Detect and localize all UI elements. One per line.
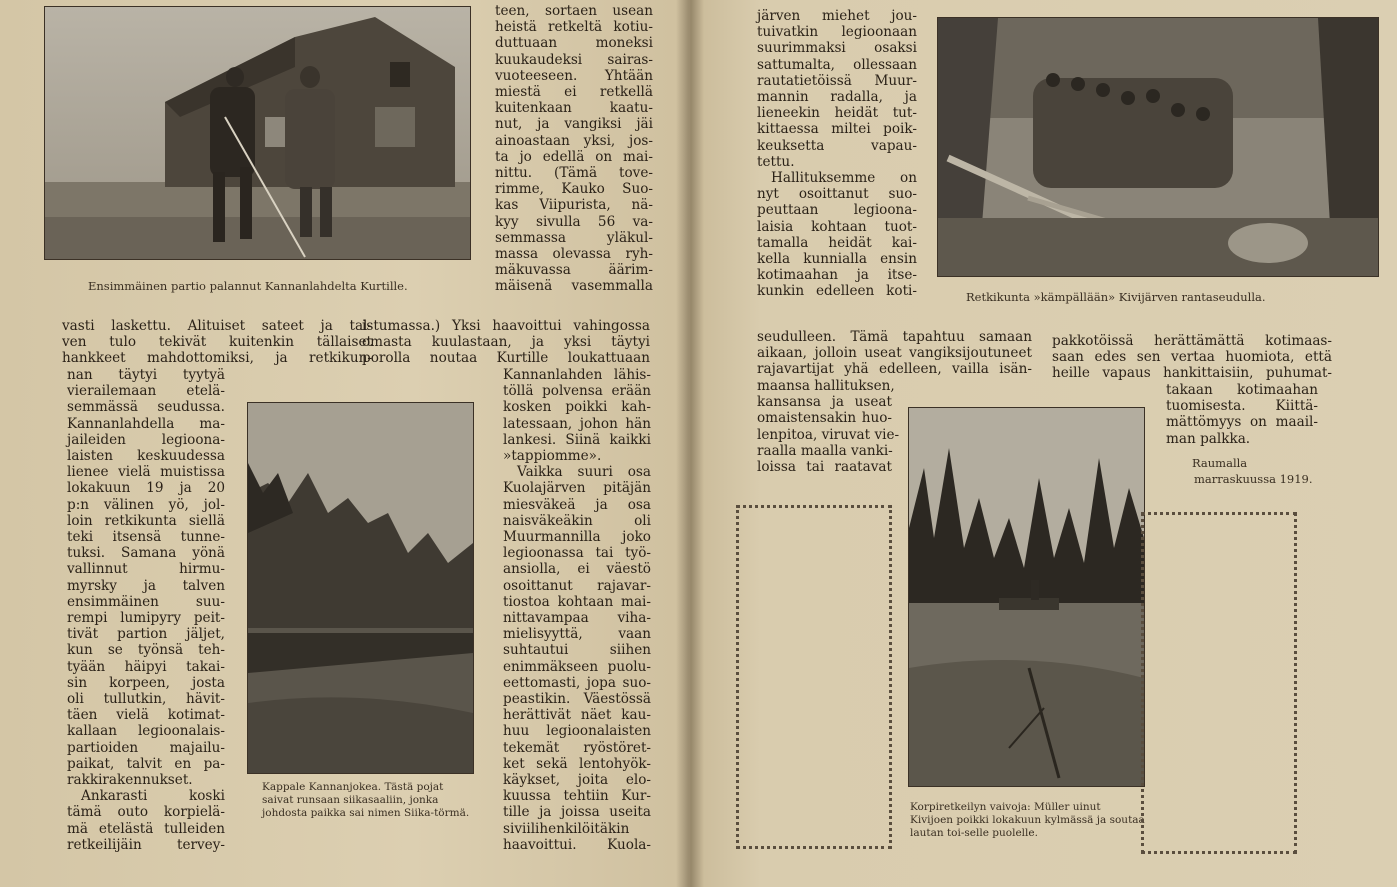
text-line: tuivatkin legioonaan <box>757 24 917 41</box>
text-line: tettu. <box>757 153 795 170</box>
text-line: peastikin. Väestössä <box>503 691 651 708</box>
text-line: teki itsensä tunne- <box>67 529 225 546</box>
text-line: järven miehet jou- <box>757 8 917 24</box>
text-line: laisten keskuudessa <box>67 448 225 465</box>
empty-photo-frame-left <box>736 505 892 849</box>
text-line: ket sekä lentohyök- <box>503 755 651 772</box>
text-line: vasti laskettu. Alituiset sateet ja tal- <box>62 318 372 334</box>
text-line: mä etelästä tulleiden <box>67 820 225 837</box>
text-line: kuitenkaan kaatu- <box>495 100 653 117</box>
text-line: hankkeet mahdottomiksi, ja retkikun- <box>62 350 372 367</box>
text-line: Ankarasti koski <box>81 788 225 805</box>
text-line: takaan kotimaahan <box>1166 382 1318 398</box>
text-line: vuoteeseen. Yhtään <box>495 67 653 84</box>
photo-patrol-returned <box>44 6 471 260</box>
text-line: nittavampaa viha- <box>503 610 651 627</box>
text-line: kun se työnsä teh- <box>67 642 225 659</box>
text-line: saan edes sen vertaa huomiota, että <box>1052 349 1332 366</box>
text-line: keuksetta vapau- <box>757 137 917 154</box>
text-line: heistä retkeltä kotiu- <box>495 19 653 36</box>
text-line: vallinnut hirmu- <box>67 561 225 578</box>
text-line: omaistensakin huo- <box>757 410 892 427</box>
text-line: tiostoa kohtaan mai- <box>503 593 651 610</box>
text-line: mäisenä vasemmalla <box>495 278 653 295</box>
text-line: vierailemaan etelä- <box>67 383 225 400</box>
book-gutter <box>676 0 704 887</box>
signature-date: marraskuussa 1919. <box>1194 472 1313 486</box>
photo-expedition-group <box>937 17 1379 277</box>
text-line: Kuolajärven pitäjän <box>503 480 651 497</box>
text-wide-lines-left <box>62 318 372 367</box>
text-line: retkeilijäin tervey- <box>67 836 225 853</box>
text-line: p:n välinen yö, jol- <box>67 496 225 513</box>
text-line: massa olevassa ryh- <box>495 246 653 263</box>
text-line: tämä outo korpielä- <box>67 804 225 821</box>
text-line: rempi lumipyry peit- <box>67 610 225 627</box>
text-line: rajavartijat yhä edelleen, vailla isän- <box>757 361 1032 378</box>
text-line: Hallituksemme on <box>771 170 917 187</box>
photo-caption: Ensimmäinen partio palannut Kannanlahdelta Kurtille. <box>88 279 408 293</box>
text-line: semmassa yläkul- <box>495 229 653 246</box>
photo-kivijoki-lake <box>908 407 1145 787</box>
text-column-top-right <box>495 3 653 295</box>
text-line: tuksi. Samana yönä <box>67 545 225 562</box>
text-line: miestä ei retkellä <box>495 84 653 101</box>
text-line: ta jo edellä on mai- <box>495 148 653 165</box>
text-line: sattumalta, ollessaan <box>757 56 917 73</box>
text-line: Vaikka suuri osa <box>517 464 651 481</box>
text-line: loissa tai raatavat <box>757 459 892 476</box>
text-line: nut, ja vangiksi jäi <box>495 116 653 133</box>
text-line: mannin radalla, ja <box>757 89 917 106</box>
text-line: täen vielä kotimat- <box>67 707 225 724</box>
text-line: suhtautui siihen <box>503 642 651 659</box>
text-line: rakkirakennukset. <box>67 772 193 789</box>
text-column-middle <box>503 367 651 853</box>
photo-caption: Retkikunta »kämpällään» Kivijärven rantaseudulla. <box>966 290 1266 304</box>
text-line: lieneekin heidät tut- <box>757 105 917 122</box>
right-page <box>690 0 1397 887</box>
text-line: suurimmaksi osaksi <box>757 40 917 57</box>
text-column-left <box>67 367 225 853</box>
text-line: enimmäkseen puolu- <box>503 658 651 675</box>
text-line: kansansa ja useat <box>757 394 892 411</box>
empty-photo-frame-right <box>1141 512 1297 854</box>
text-line: heille vapaus hankittaisiin, puhumat- <box>1052 365 1332 382</box>
text-line: Muurmannilla joko <box>503 529 651 546</box>
text-line: ainoastaan yksi, jos- <box>495 132 653 149</box>
text-line: Kannanlahden lähis- <box>503 367 651 383</box>
text-line: rautatietöissä Muur- <box>757 72 917 89</box>
text-line: tamalla heidät kai- <box>757 234 917 251</box>
text-line: teen, sortaen usean <box>495 3 653 19</box>
text-line: latessaan, johon hän <box>503 415 651 432</box>
text-column-right-narrow <box>1166 382 1318 447</box>
text-line: semmässä seudussa. <box>67 399 225 416</box>
text-line: siviilihenkilöitäkin <box>503 820 630 837</box>
text-line: ansiolla, ei väestö <box>503 561 651 578</box>
text-line: lokakuun 19 ja 20 <box>67 480 225 497</box>
text-column-mid-left <box>757 378 900 476</box>
text-line: sin korpeen, josta <box>67 674 225 691</box>
text-line: töllä polvensa erään <box>503 383 651 400</box>
text-line: »tappiomme». <box>503 448 602 465</box>
text-line: porolla noutaa Kurtille loukattuaan <box>362 350 650 367</box>
text-wide-lines-middle <box>362 318 650 367</box>
photo-caption: Korpiretkeilyn vaivoja: Müller uinut Kivijoen poikki lokakuun kylmässä ja soutaa lautan toi-selle puolelle. <box>910 801 1145 839</box>
text-line: käykset, joita elo- <box>503 772 651 789</box>
text-line: aikaan, jolloin useat vangiksijoutuneet <box>757 345 1032 362</box>
text-line: ensimmäinen suu- <box>67 593 225 610</box>
text-line: seudulleen. Tämä tapahtuu samaan <box>757 329 1032 345</box>
text-line: tille ja joissa useita <box>503 804 651 821</box>
text-line: Kannanlahdella ma- <box>67 415 225 432</box>
photo-kannanjoki-river <box>247 402 474 774</box>
photo-caption: Kappale Kannanjokea. Tästä pojat saivat runsaan siikasaaliin, jonka johdosta paikka sai nimen Siika-törmä. <box>262 781 470 819</box>
text-line: kas Viipurista, nä- <box>495 197 653 214</box>
text-line: naisväkeäkin oli <box>503 512 651 529</box>
text-line: istumassa.) Yksi haavoittui vahingossa <box>362 318 650 334</box>
text-wide-lines-right <box>757 329 1032 378</box>
text-line: peuttaan legioona- <box>757 202 917 219</box>
text-line: nan täytyi tyytyä <box>67 367 225 383</box>
text-line: eettomasti, jopa suo- <box>503 674 651 691</box>
text-line: omasta kuulastaan, ja yksi täytyi <box>362 334 650 351</box>
text-line: lienee vielä muistissa <box>67 464 225 481</box>
text-line: man palkka. <box>1166 430 1251 447</box>
text-line: kyy sivulla 56 va- <box>495 213 653 230</box>
text-line: raalla maalla vanki- <box>757 442 893 459</box>
text-line: herättivät näet kau- <box>503 707 651 724</box>
text-line: jaileiden legioona- <box>67 431 225 448</box>
text-line: nittu. (Tämä tove- <box>495 165 653 182</box>
text-line: kella kunnialla ensin <box>757 251 917 268</box>
text-line: myrsky ja talven <box>67 577 225 594</box>
text-column-right <box>1052 333 1332 382</box>
text-line: tivät partion jäljet, <box>67 626 225 643</box>
text-line: huu legioonalaisten <box>503 723 651 740</box>
text-line: pakkotöissä herättämättä kotimaas- <box>1052 333 1332 349</box>
text-line: kosken poikki kah- <box>503 399 651 416</box>
text-line: lenpitoa, viruvat vie- <box>757 426 900 443</box>
text-line: tyään häipyi takai- <box>67 658 225 675</box>
text-line: haavoittui. Kuola- <box>503 836 651 853</box>
text-line: ven tulo tekivät kuitenkin tällaiset <box>62 334 372 351</box>
text-line: tuomisesta. Kiittä- <box>1166 398 1318 415</box>
text-line: kallaan legioonalais- <box>67 723 225 740</box>
text-line: laisia kohtaan tuot- <box>757 218 917 235</box>
text-line: kuussa tehtiin Kur- <box>503 788 651 805</box>
text-line: duttuaan moneksi <box>495 35 653 52</box>
text-line: partioiden majailu- <box>67 739 225 756</box>
text-line: paikat, talvit en pa- <box>67 755 225 772</box>
text-line: rimme, Kauko Suo- <box>495 181 653 198</box>
text-column-top-left <box>757 8 917 300</box>
text-line: loin retkikunta siellä <box>67 512 225 529</box>
text-line: mielisyyttä, vaan <box>503 626 651 643</box>
left-page <box>0 0 690 887</box>
text-line: osoittanut rajavar- <box>503 577 651 594</box>
text-line: legioonassa tai työ- <box>503 545 651 562</box>
text-line: miesväkeä ja osa <box>503 496 651 513</box>
text-line: mättömyys on maail- <box>1166 414 1318 431</box>
text-line: nyt osoittanut suo- <box>757 186 917 203</box>
signature-place: Raumalla <box>1192 456 1248 470</box>
text-line: kittaessa miltei poik- <box>757 121 917 138</box>
text-line: kunkin edelleen koti- <box>757 283 917 300</box>
text-line: kuukaudeksi sairas- <box>495 51 653 68</box>
text-line: maansa hallituksen, <box>757 378 895 394</box>
text-line: kotimaahan ja itse- <box>757 267 917 284</box>
text-line: oli tullutkin, hävit- <box>67 691 225 708</box>
text-line: mäkuvassa äärim- <box>495 262 653 279</box>
text-line: tekemät ryöstöret- <box>503 739 651 756</box>
text-line: lankesi. Siinä kaikki <box>503 431 651 448</box>
